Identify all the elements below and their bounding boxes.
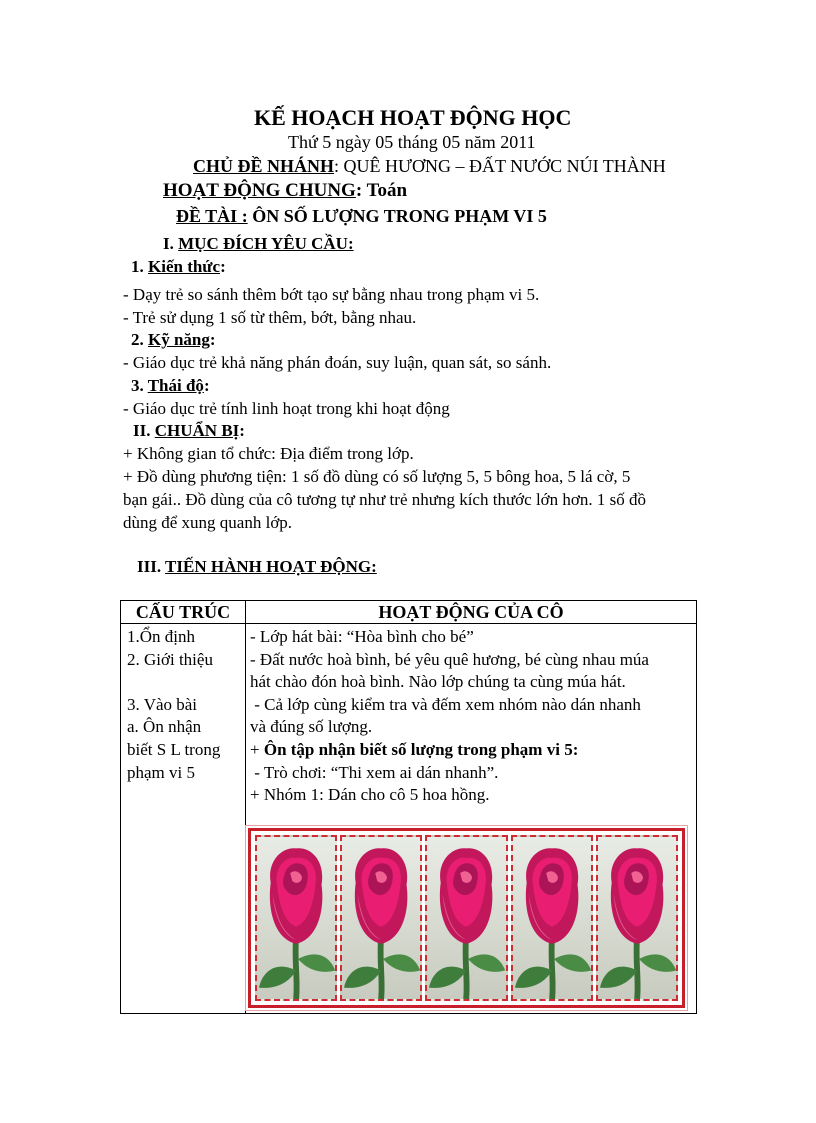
topic-label: ĐỀ TÀI :: [176, 206, 248, 226]
activity-line: - Trò chơi: “Thi xem ai dán nhanh”.: [250, 762, 499, 782]
attitude-colon: :: [203, 376, 210, 395]
pink-rose-image: [255, 835, 337, 1001]
theme-line: [193, 156, 666, 177]
rose-icon: [598, 837, 676, 999]
attitude-number: 3.: [131, 376, 148, 395]
rose-icon: [257, 837, 335, 999]
skills-colon: :: [209, 330, 216, 349]
section2-heading: [133, 421, 245, 441]
section2-title: CHUẨN BỊ: [154, 421, 240, 440]
activity-label: HOẠT ĐỘNG CHUNG: [163, 180, 356, 201]
document-title: KẾ HOẠCH HOẠT ĐỘNG HỌC: [254, 105, 572, 130]
activity-line: [163, 180, 407, 202]
rose-image-strip: [248, 828, 685, 1008]
table-header-teacher-activity: HOẠT ĐỘNG CỦA CÔ: [246, 601, 697, 624]
prep-line-1: + Không gian tổ chức: Địa điểm trong lớp.: [123, 444, 414, 463]
structure-line: 3. Vào bài: [127, 694, 198, 714]
attitude-heading: [131, 376, 210, 396]
knowledge-heading: [131, 257, 226, 277]
table-header-structure: CẤU TRÚC: [121, 601, 246, 624]
knowledge-number: 1.: [131, 257, 148, 276]
activity-line: hát chào đón hoà bình. Nào lớp chúng ta cùng múa hát.: [250, 672, 626, 692]
topic-value: ÔN SỐ LƯỢNG TRONG PHẠM VI 5: [247, 206, 547, 226]
pink-rose-image: [340, 835, 422, 1001]
rose-icon: [427, 837, 505, 999]
section2-number: II.: [133, 421, 155, 440]
structure-line: 2. Giới thiệu: [127, 649, 213, 669]
table-header-row: [121, 601, 697, 624]
structure-cell: [121, 624, 246, 1014]
attitude-label: Thái độ: [147, 376, 204, 395]
theme-label: CHỦ ĐỀ NHÁNH: [193, 156, 335, 176]
theme-value: : QUÊ HƯƠNG – ĐẤT NƯỚC NÚI THÀNH: [334, 156, 666, 176]
pink-rose-image: [596, 835, 678, 1001]
topic-line: [176, 206, 547, 227]
knowledge-label: Kiến thức: [148, 257, 221, 276]
skills-number: 2.: [131, 330, 148, 349]
section1-title: MỤC ĐÍCH YÊU CẦU:: [178, 234, 354, 253]
section1-heading: [163, 234, 354, 254]
structure-line: phạm vi 5: [127, 762, 195, 782]
attitude-line-1: - Giáo dục trẻ tính linh hoạt trong khi hoạt động: [123, 399, 450, 418]
structure-line: a. Ôn nhận: [127, 717, 202, 737]
prep-line-3: bạn gái.. Đồ dùng của cô tương tự như trẻ nhưng kích thước lớn hơn. 1 số đồ: [123, 490, 647, 509]
section2-colon: :: [239, 421, 245, 440]
document-date: Thứ 5 ngày 05 tháng 05 năm 2011: [288, 132, 536, 152]
structure-line: biết S L trong: [127, 739, 221, 759]
structure-line: 1.Ổn định: [127, 627, 195, 646]
activity-value: : Toán: [355, 180, 408, 201]
section3-number: III.: [137, 557, 166, 576]
structure-line: [127, 671, 241, 694]
rose-icon: [513, 837, 591, 999]
skills-heading: [131, 330, 216, 350]
bold-text: Ôn tập nhận biết số lượng trong phạm vi 5:: [263, 739, 579, 759]
rose-icon: [342, 837, 420, 999]
section3-title: TIẾN HÀNH HOẠT ĐỘNG:: [165, 557, 377, 576]
prep-line-4: dùng để xung quanh lớp.: [123, 513, 293, 532]
bold-prefix: +: [250, 739, 264, 759]
pink-rose-image: [511, 835, 593, 1001]
knowledge-line-2: - Trẻ sử dụng 1 số từ thêm, bớt, bằng nhau.: [123, 308, 417, 327]
pink-rose-image: [425, 835, 507, 1001]
activity-line: và đúng số lượng.: [250, 717, 373, 737]
skills-line-1: - Giáo dục trẻ khả năng phán đoán, suy luận, quan sát, so sánh.: [123, 353, 552, 372]
knowledge-line-1: - Dạy trẻ so sánh thêm bớt tạo sự bằng nhau trong phạm vi 5.: [123, 285, 540, 304]
activity-bold-line: [250, 739, 690, 762]
activity-line: + Nhóm 1: Dán cho cô 5 hoa hồng.: [250, 785, 490, 805]
knowledge-colon: :: [220, 257, 226, 276]
activity-line: - Lớp hát bài: “Hòa bình cho bé”: [250, 627, 474, 646]
skills-label: Kỹ năng: [148, 330, 210, 349]
activity-line: - Cả lớp cùng kiểm tra và đếm xem nhóm nào dán nhanh: [250, 694, 641, 714]
prep-line-2: + Đồ dùng phương tiện: 1 số đồ dùng có số lượng 5, 5 bông hoa, 5 lá cờ, 5: [123, 467, 631, 486]
section1-number: I.: [163, 234, 179, 253]
activity-line: - Đất nước hoà bình, bé yêu quê hương, bé cùng nhau múa: [250, 649, 649, 669]
section3-heading: [137, 557, 377, 577]
